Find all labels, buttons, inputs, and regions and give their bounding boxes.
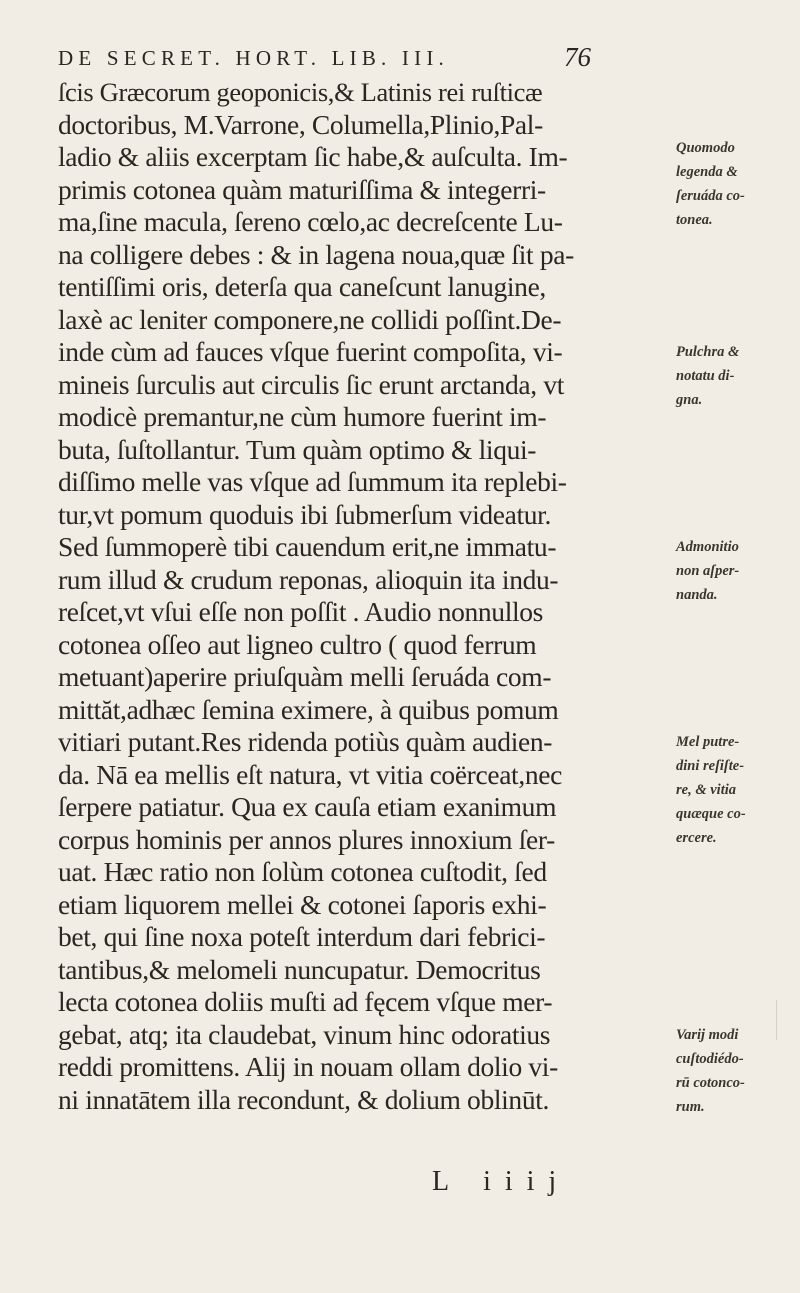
margin-note-line: Mel putre- — [676, 734, 740, 750]
text-line: diſſimo melle vas vſque ad ſummum ita replebi- — [58, 466, 567, 497]
text-line: da. Nā ea mellis eſt natura, vt vitia coërceat,nec — [58, 758, 562, 790]
text-line: rum illud & crudum reponas, alioquin ita indu- — [58, 563, 559, 595]
text-line: ni innatātem illa recondunt, & dolium oblinūt. — [58, 1083, 550, 1115]
running-title: DE SECRET. HORT. LIB. III. — [58, 46, 449, 70]
text-line: mittăt,adhæc ſemina eximere, à quibus pomum — [58, 693, 559, 725]
margin-note-line: re, & vitia — [676, 782, 737, 798]
text-line: modicè premantur,ne cùm humore fuerint im- — [58, 401, 547, 432]
margin-note-line: legenda & — [676, 164, 738, 180]
text-line: corpus hominis per annos plures innoxium ſer- — [58, 823, 555, 855]
text-line: reddi promittens. Alij in nouam ollam dolio vi- — [58, 1051, 558, 1082]
margin-note-line: Admonitio — [676, 539, 739, 555]
text-line: laxè ac leniter componere,ne collidi poſſint.De- — [58, 303, 562, 335]
page-number: 76 — [564, 42, 591, 72]
text-line: Sed ſummoperè tibi cauendum erit,ne immatu- — [58, 531, 557, 562]
text-line: tantibus,& melomeli nuncupatur. Democritus — [58, 953, 541, 985]
text-line: ma,ſine macula, ſereno cœlo,ac decreſcente Lu- — [58, 206, 563, 237]
margin-note-admonitio — [676, 535, 794, 607]
text-line: vitiari putant.Res ridenda potiùs quàm audien- — [58, 726, 553, 757]
text-line: etiam liquorem mellei & cotonei ſaporis exhi- — [58, 888, 547, 920]
text-line: tur,vt pomum quoduis ibi ſubmerſum videatur. — [58, 498, 551, 530]
margin-note-line: gna. — [676, 392, 703, 408]
margin-note-line: notatu di- — [676, 368, 735, 384]
margin-note-line: tonea. — [676, 212, 713, 228]
margin-note-line: Pulchra & — [676, 344, 740, 360]
margin-note-line: ſeruáda co- — [676, 188, 745, 204]
text-line: uat. Hæc ratio non ſolùm cotonea cuſtodit, ſed — [58, 856, 547, 887]
text-line: na colligere debes : & in lagena noua,quæ ſit pa- — [58, 238, 574, 270]
text-line: mineis ſurculis aut circulis ſic erunt arctanda, vt — [58, 368, 565, 400]
margin-note-line: ercere. — [676, 830, 717, 846]
margin-note-line: cuſtodiédo- — [676, 1051, 744, 1067]
text-line: ſerpere patiatur. Qua ex cauſa etiam exanimum — [58, 791, 557, 822]
text-line: buta, ſuſtollantur. Tum quàm optimo & liqui- — [58, 433, 537, 465]
text-line: cotonea oſſeo aut ligneo cultro ( quod ferrum — [58, 628, 537, 660]
margin-note-line: Quomodo — [676, 140, 735, 156]
text-line: ladio & aliis excerptam ſic habe,& auſculta. Im- — [58, 141, 568, 172]
text-line: inde cùm ad fauces vſque fuerint compoſita, vi- — [58, 336, 563, 367]
signature-mark: L iiij — [432, 1166, 571, 1197]
text-line: metuant)aperire priuſquàm melli ſeruáda com- — [58, 661, 552, 692]
margin-note-line: Varij modi — [676, 1027, 739, 1043]
body-text — [58, 76, 698, 1116]
margin-note-pulchra — [676, 340, 794, 412]
margin-note-line: non aſper- — [676, 563, 740, 579]
text-line: lecta cotonea doliis muſti ad fęcem vſque mer- — [58, 986, 553, 1017]
margin-note-quomodo — [676, 136, 794, 232]
margin-note-mel — [676, 730, 794, 850]
margin-note-line: rum. — [676, 1099, 705, 1115]
margin-note-line: quæque co- — [676, 806, 746, 822]
margin-note-line: nanda. — [676, 587, 718, 603]
text-line: tentiſſimi oris, deterſa qua caneſcunt lanugine, — [58, 271, 546, 302]
text-line: reſcet,vt vſui eſſe non poſſit . Audio nonnullos — [58, 596, 544, 627]
margin-note-line: dini reſiſte- — [676, 758, 745, 774]
margin-note-line: rū cotonco- — [676, 1075, 745, 1091]
text-line: bet, qui ſine noxa poteſt interdum dari febrici- — [58, 921, 546, 952]
text-line: gebat, atq; ita claudebat, vinum hinc odoratius — [58, 1018, 551, 1050]
paper-mark — [776, 1000, 783, 1040]
text-line: primis cotonea quàm maturiſſima & integerri- — [58, 173, 546, 205]
text-line: doctoribus, M.Varrone, Columella,Plinio,Pal- — [58, 108, 543, 140]
text-line: ſcis Græcorum geoponicis,& Latinis rei ruſticæ — [58, 77, 543, 107]
